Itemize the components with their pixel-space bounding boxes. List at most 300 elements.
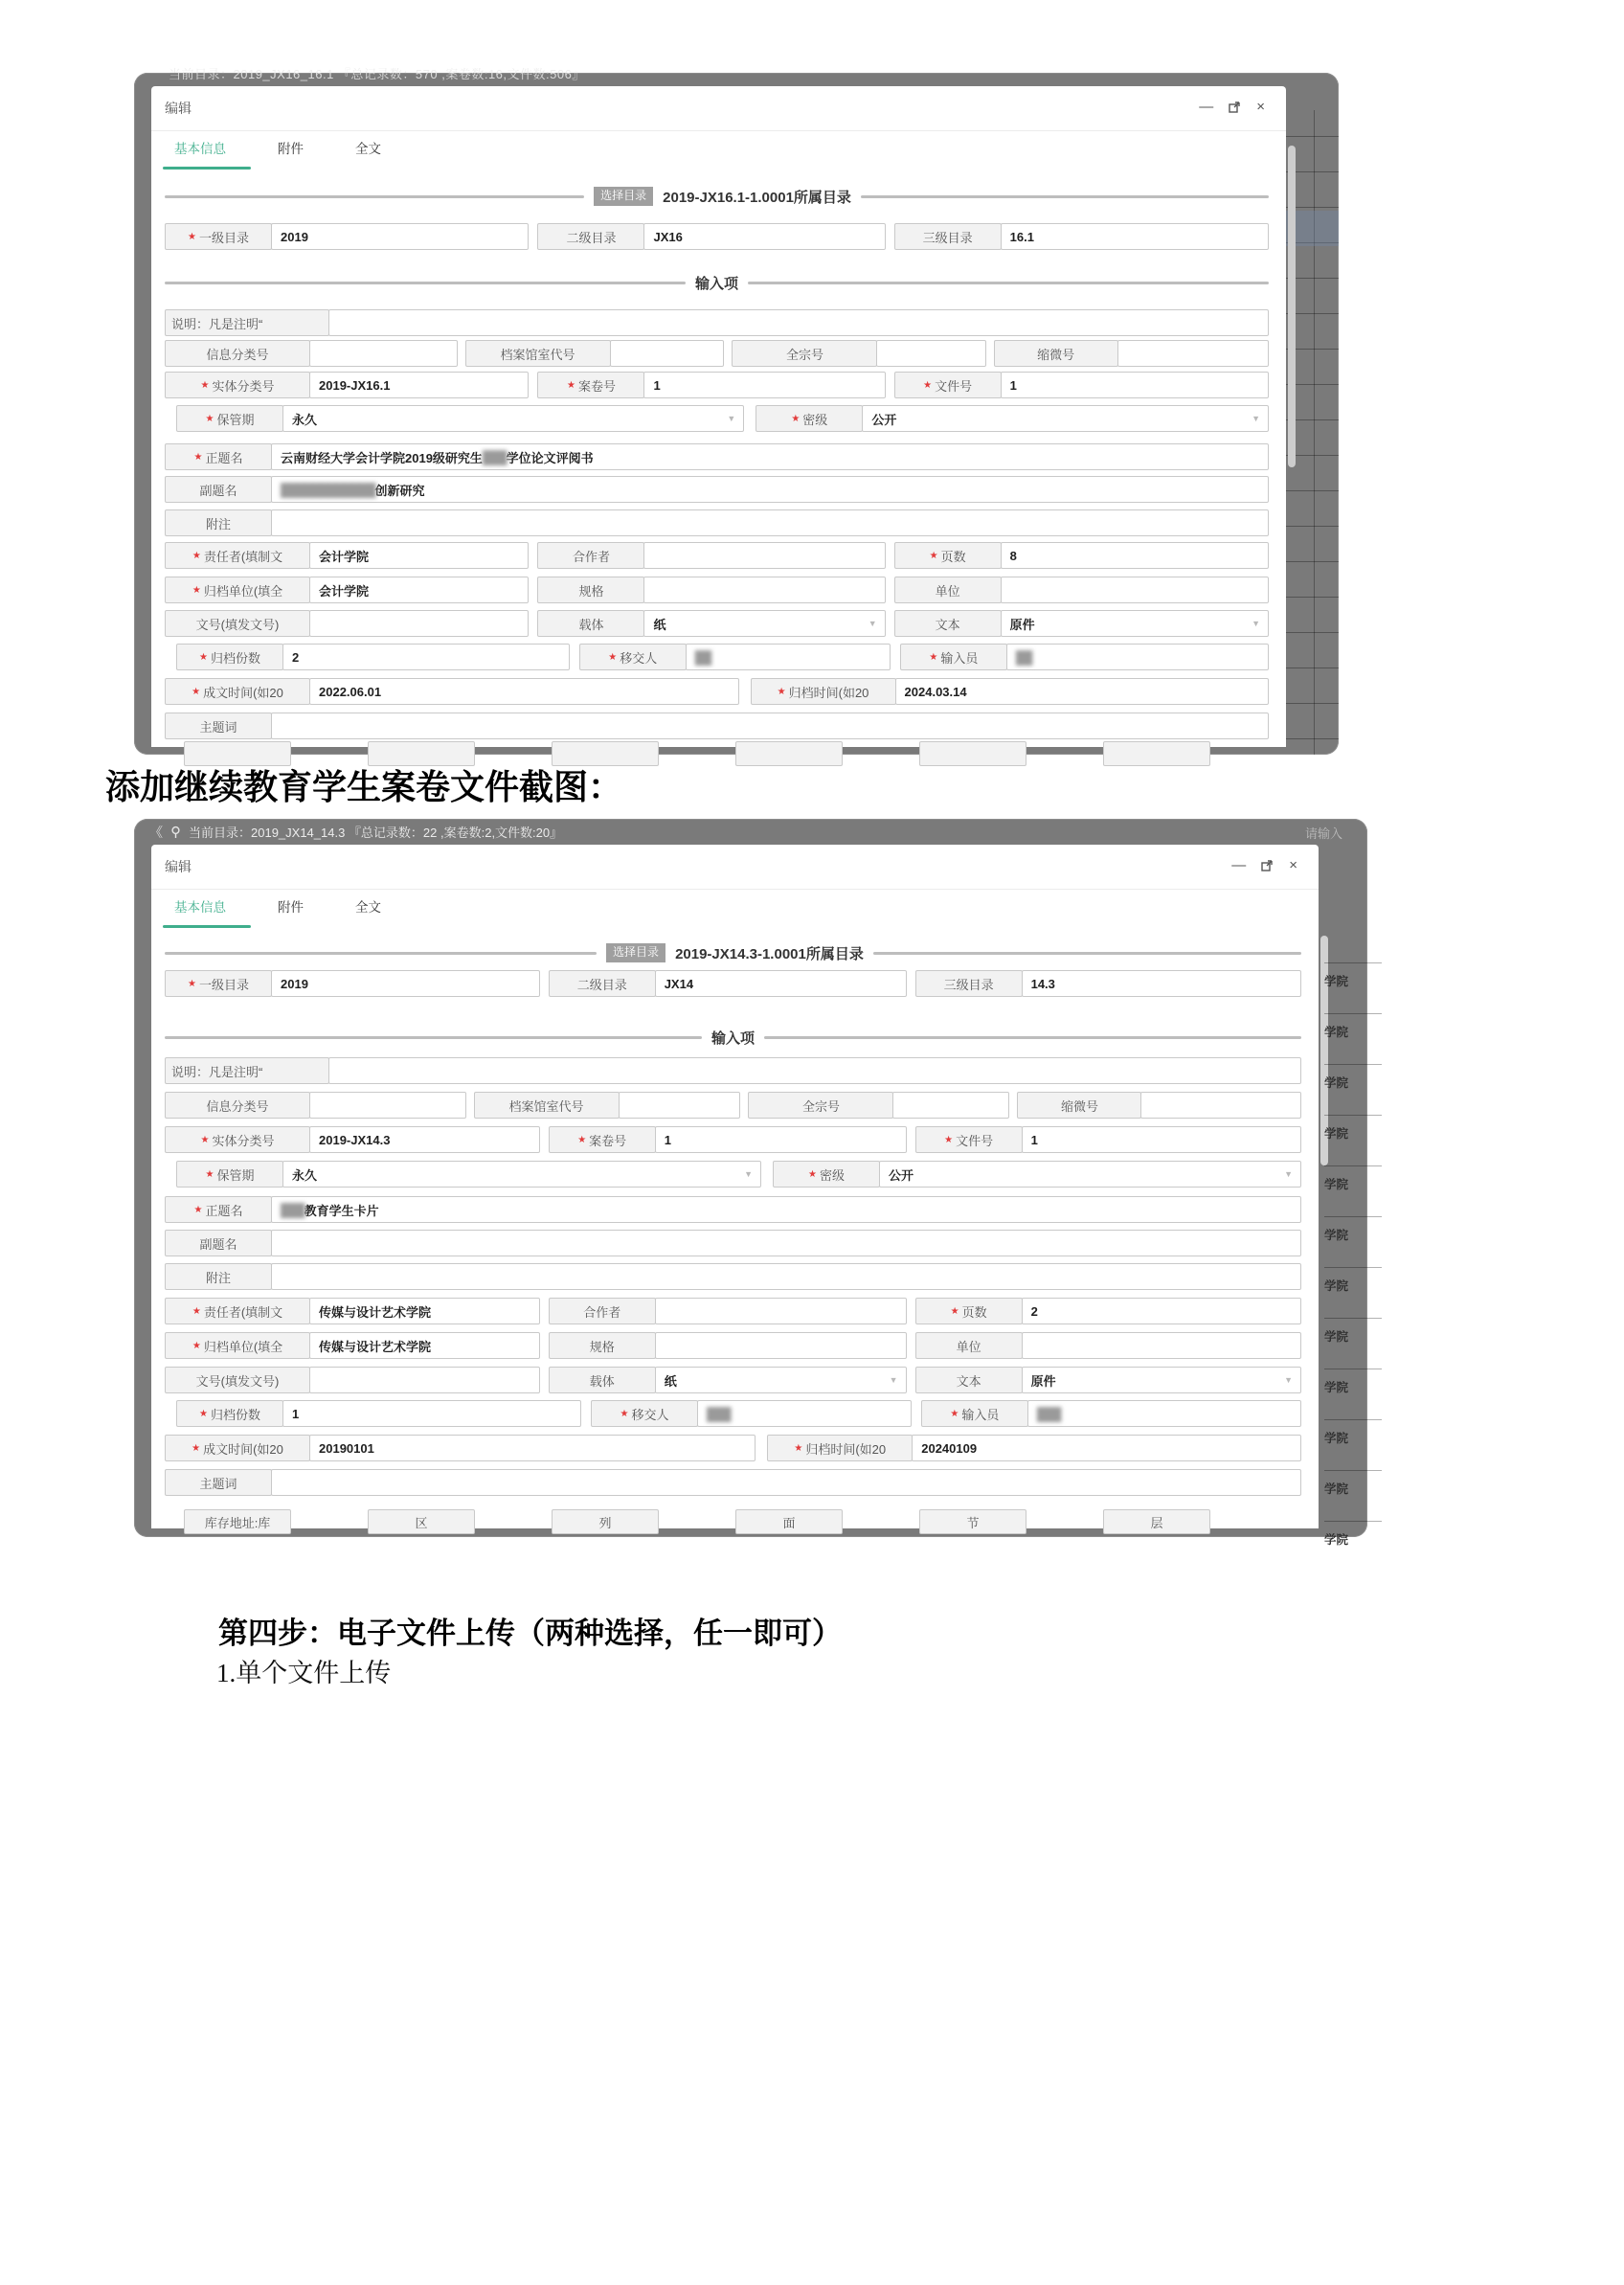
field-label: 主题词 <box>165 1469 272 1496</box>
field-label: ★ 保管期 <box>176 405 283 432</box>
doc-number-row <box>165 610 1269 637</box>
subtitle-input[interactable]: ████████████ 创新研究 <box>271 476 1269 503</box>
tab-attachments[interactable]: 附件 <box>278 142 304 156</box>
field-label: ★ 案卷号 <box>537 372 644 398</box>
table-grid-line <box>1314 110 1315 755</box>
doc-number-input[interactable] <box>309 610 529 637</box>
level2-directory-input[interactable]: JX14 <box>655 970 907 997</box>
created-date-input[interactable]: 2022.06.01 <box>309 678 739 705</box>
field-created-date <box>165 678 739 705</box>
required-star-icon: ★ <box>566 379 575 391</box>
field-main-title <box>165 1196 1301 1223</box>
required-star-icon: ★ <box>608 651 618 663</box>
level1-directory-input[interactable]: 2019 <box>271 223 529 250</box>
required-star-icon: ★ <box>192 550 201 561</box>
storage-warehouse-label: 库存地址:库 <box>184 1509 291 1534</box>
background-cell: 学院 <box>1324 1013 1382 1040</box>
required-star-icon: ★ <box>620 1408 629 1419</box>
archived-date-input[interactable]: 2024.03.14 <box>895 678 1269 705</box>
caption-heading: 添加继续教育学生案卷文件截图： <box>105 768 623 806</box>
required-star-icon: ★ <box>193 451 203 463</box>
responsible-party-input[interactable]: 传媒与设计艺术学院 <box>309 1298 540 1324</box>
required-star-icon: ★ <box>923 379 933 391</box>
background-cell: 学院 <box>1324 1521 1382 1548</box>
edit-dialog <box>151 86 1286 747</box>
tab-basic-info[interactable]: 基本信息 <box>174 900 226 915</box>
field-label: ★ 责任者(填制文 <box>165 1298 310 1324</box>
directory-section-title: 2019-JX16.1-1.0001所属目录 <box>663 189 851 206</box>
required-star-icon: ★ <box>944 1134 954 1145</box>
required-star-icon: ★ <box>192 1340 201 1351</box>
volume-number-input[interactable]: 1 <box>643 372 885 398</box>
field-label: 全宗号 <box>732 340 877 367</box>
maximize-icon[interactable] <box>1261 859 1274 871</box>
specification-input[interactable] <box>655 1332 907 1359</box>
level3-directory-input[interactable]: 14.3 <box>1022 970 1301 997</box>
field-level1-directory <box>165 223 529 250</box>
keywords-row <box>165 1469 1301 1496</box>
volume-number-input[interactable]: 1 <box>655 1126 907 1153</box>
required-star-icon: ★ <box>192 584 201 596</box>
field-label: 缩微号 <box>994 340 1118 367</box>
field-label: 载体 <box>549 1367 656 1393</box>
text-form-select[interactable]: 原件 ▼ <box>1022 1367 1301 1393</box>
microfilm-number-input[interactable] <box>1140 1092 1301 1119</box>
field-inputter <box>921 1400 1301 1427</box>
current-directory-status: 当前目录：2019_JX14_14.3 『总记录数：22 ,案卷数:2,文件数:20』 <box>189 826 563 840</box>
field-label: 主题词 <box>165 713 272 739</box>
field-fonds-number <box>748 1092 1009 1119</box>
copies-row <box>165 644 1269 670</box>
background-cell: 学院 <box>1324 1064 1382 1091</box>
field-archive-copies <box>176 1400 581 1427</box>
field-label: 档案馆室代号 <box>465 340 611 367</box>
collaborator-input[interactable] <box>643 542 885 569</box>
field-inputter <box>900 644 1269 670</box>
fonds-number-input[interactable] <box>892 1092 1009 1119</box>
collaborator-input[interactable] <box>655 1298 907 1324</box>
field-label: 信息分类号 <box>165 1092 310 1119</box>
subtitle-input[interactable] <box>271 1230 1301 1256</box>
redacted-text: ███ <box>707 1406 731 1421</box>
titlebar-separator <box>151 889 1319 890</box>
redacted-text: ████████████ <box>281 482 375 497</box>
page-count-input[interactable]: 2 <box>1022 1298 1301 1324</box>
doc-number-input[interactable] <box>309 1367 540 1393</box>
clipped-field-label <box>1103 741 1210 766</box>
classification-row <box>165 340 1269 367</box>
search-placeholder-text: 请输入 <box>1304 826 1342 841</box>
note-strip-input[interactable] <box>328 309 1269 336</box>
required-star-icon: ★ <box>200 1134 210 1145</box>
screenshot-archive-edit-dialog-1 <box>134 67 1339 755</box>
dimmed-background-table <box>1286 102 1339 755</box>
info-class-input[interactable] <box>309 1092 466 1119</box>
field-label: 合作者 <box>549 1298 656 1324</box>
field-label: ★ 文件号 <box>915 1126 1023 1153</box>
step-list-item: 1.单个文件上传 <box>216 1659 392 1687</box>
storage-column-label: 列 <box>552 1509 659 1534</box>
chevron-down-icon: ▼ <box>1284 1169 1293 1179</box>
field-label: 全宗号 <box>748 1092 893 1119</box>
field-label: 单位 <box>915 1332 1023 1359</box>
main-title-input[interactable]: ███ 教育学生卡片 <box>271 1196 1301 1223</box>
field-note <box>165 509 1269 536</box>
field-label: ★ 归档时间(如20 <box>751 678 896 705</box>
window-controls <box>1199 100 1265 114</box>
select-directory-button[interactable]: 选择目录 <box>594 187 653 206</box>
field-page-count <box>915 1298 1301 1324</box>
input-section-title: 输入项 <box>695 275 739 292</box>
field-doc-number <box>165 1367 540 1393</box>
background-cell: 学院 <box>1324 1318 1382 1345</box>
field-text-form <box>894 610 1269 637</box>
background-cell: 学院 <box>1324 1470 1382 1497</box>
page-count-input[interactable]: 8 <box>1001 542 1269 569</box>
required-star-icon: ★ <box>950 1408 959 1419</box>
responsible-party-input[interactable]: 会计学院 <box>309 542 529 569</box>
chevron-down-icon: ▼ <box>744 1169 753 1179</box>
entity-class-row <box>165 1126 1301 1153</box>
dates-row <box>165 678 1269 705</box>
storage-location-row <box>165 1509 1301 1536</box>
archive-unit-row <box>165 577 1269 603</box>
retention-row <box>165 1161 1301 1188</box>
field-carrier <box>537 610 885 637</box>
field-note-strip <box>165 1057 1301 1084</box>
field-label: ★ 密级 <box>756 405 863 432</box>
location-pin-icon <box>170 826 181 839</box>
app-topbar-clipped <box>134 67 1339 86</box>
field-label: ★ 输入员 <box>921 1400 1028 1427</box>
redacted-text: ███ <box>482 449 507 464</box>
field-file-number <box>894 372 1269 398</box>
unit-input[interactable] <box>1022 1332 1301 1359</box>
field-subtitle <box>165 476 1269 503</box>
field-archive-unit <box>165 577 529 603</box>
field-archive-copies <box>176 644 570 670</box>
archive-copies-input[interactable]: 2 <box>282 644 570 670</box>
field-text-form <box>915 1367 1301 1393</box>
archive-room-code-input[interactable] <box>610 340 725 367</box>
tab-attachments[interactable]: 附件 <box>278 900 304 915</box>
field-label: 三级目录 <box>894 223 1002 250</box>
created-date-input[interactable]: 20190101 <box>309 1435 756 1461</box>
required-star-icon: ★ <box>929 651 938 663</box>
required-star-icon: ★ <box>200 379 210 391</box>
redacted-text: ██ <box>1015 649 1032 665</box>
dimmed-background-table <box>1319 845 1367 1547</box>
field-label: 缩微号 <box>1017 1092 1141 1119</box>
transferor-input[interactable] <box>686 644 891 670</box>
dialog-tabs <box>165 896 391 916</box>
clipped-field-label <box>919 741 1026 766</box>
field-archive-room-code <box>474 1092 741 1119</box>
level1-directory-input[interactable]: 2019 <box>271 970 540 997</box>
close-icon[interactable]: × <box>1289 857 1297 873</box>
field-transferor <box>591 1400 912 1427</box>
storage-zone-label: 区 <box>368 1509 475 1534</box>
field-label: ★ 一级目录 <box>165 970 272 997</box>
input-section-divider <box>165 1027 1301 1048</box>
required-star-icon: ★ <box>929 550 938 561</box>
field-file-number <box>915 1126 1301 1153</box>
required-star-icon: ★ <box>193 1204 203 1215</box>
field-entity-class <box>165 1126 540 1153</box>
field-level3-directory <box>894 223 1269 250</box>
background-cell: 学院 <box>1324 1216 1382 1243</box>
field-archived-date <box>751 678 1269 705</box>
active-tab-underline <box>163 925 251 928</box>
field-label: 规格 <box>549 1332 656 1359</box>
field-label: ★ 输入员 <box>900 644 1007 670</box>
field-microfilm-number <box>1017 1092 1301 1119</box>
field-retention-period <box>176 1161 761 1188</box>
field-label: ★ 一级目录 <box>165 223 272 250</box>
field-label: 信息分类号 <box>165 340 310 367</box>
dialog-tabs <box>165 138 391 157</box>
text-form-select[interactable]: 原件 ▼ <box>1001 610 1269 637</box>
subtitle-row <box>165 1230 1301 1256</box>
dialog-title: 编辑 <box>165 859 192 874</box>
dates-row <box>165 1435 1301 1461</box>
directory-section-divider <box>165 942 1301 963</box>
app-topbar <box>134 819 1367 845</box>
specification-input[interactable] <box>643 577 885 603</box>
field-label: 附注 <box>165 509 272 536</box>
archive-unit-input[interactable]: 会计学院 <box>309 577 529 603</box>
field-label: ★ 文件号 <box>894 372 1002 398</box>
background-cell: 学院 <box>1324 1419 1382 1446</box>
edit-dialog <box>151 845 1319 1528</box>
keywords-input[interactable] <box>271 713 1269 739</box>
field-responsible-party <box>165 1298 540 1324</box>
field-archive-room-code <box>465 340 725 367</box>
field-label: ★ 成文时间(如20 <box>165 678 310 705</box>
field-label: ★ 责任者(填制文 <box>165 542 310 569</box>
main-title-row <box>165 443 1269 470</box>
directory-section-divider <box>165 186 1269 207</box>
field-unit <box>894 577 1269 603</box>
tab-basic-info[interactable]: 基本信息 <box>174 142 226 156</box>
field-archived-date <box>767 1435 1301 1461</box>
required-star-icon: ★ <box>791 413 801 424</box>
background-cell: 学院 <box>1324 1165 1382 1192</box>
field-doc-number <box>165 610 529 637</box>
note-row <box>165 509 1269 536</box>
level3-directory-input[interactable]: 16.1 <box>1001 223 1269 250</box>
chevron-down-icon: ▼ <box>889 1375 898 1385</box>
archive-unit-input[interactable]: 传媒与设计艺术学院 <box>309 1332 540 1359</box>
field-volume-number <box>549 1126 907 1153</box>
field-label: 文号(填发文号) <box>165 1367 310 1393</box>
note-row <box>165 1263 1301 1290</box>
note-input[interactable] <box>271 509 1269 536</box>
required-star-icon: ★ <box>192 686 201 697</box>
chevron-down-icon: ▼ <box>1284 1375 1293 1385</box>
unit-input[interactable] <box>1001 577 1269 603</box>
required-star-icon: ★ <box>199 651 208 663</box>
storage-layer-label: 层 <box>1103 1509 1210 1534</box>
inputter-input[interactable] <box>1006 644 1269 670</box>
note-strip-row <box>165 1057 1301 1084</box>
keywords-row <box>165 713 1269 739</box>
field-level1-directory <box>165 970 540 997</box>
entity-class-input[interactable]: 2019-JX16.1 <box>309 372 529 398</box>
dialog-title: 编辑 <box>165 101 192 116</box>
required-star-icon: ★ <box>192 1442 201 1454</box>
required-star-icon: ★ <box>777 686 786 697</box>
archive-unit-row <box>165 1332 1301 1359</box>
field-label: ★ 实体分类号 <box>165 372 310 398</box>
collapse-sidebar-icon[interactable]: 《 <box>149 824 163 840</box>
microfilm-number-input[interactable] <box>1117 340 1269 367</box>
field-volume-number <box>537 372 885 398</box>
field-specification <box>549 1332 907 1359</box>
carrier-select[interactable]: 纸 ▼ <box>643 610 885 637</box>
field-page-count <box>894 542 1269 569</box>
titlebar-separator <box>151 130 1286 131</box>
classification-row <box>165 1092 1301 1119</box>
field-carrier <box>549 1367 907 1393</box>
field-subtitle <box>165 1230 1301 1256</box>
required-star-icon: ★ <box>205 413 214 424</box>
main-title-input[interactable]: 云南财经大学会计学院2019级研究生 ███ 学位论文评阅书 <box>271 443 1269 470</box>
field-label: 三级目录 <box>915 970 1023 997</box>
minimize-icon[interactable]: — <box>1199 99 1214 115</box>
entity-class-row <box>165 372 1269 398</box>
background-cell: 学院 <box>1324 1115 1382 1142</box>
field-label: 单位 <box>894 577 1002 603</box>
chevron-down-icon: ▼ <box>868 619 877 628</box>
field-level2-directory <box>549 970 907 997</box>
field-label: ★ 移交人 <box>591 1400 698 1427</box>
active-tab-underline <box>163 167 251 170</box>
field-unit <box>915 1332 1301 1359</box>
clipped-field-label <box>735 741 843 766</box>
field-label: ★ 正题名 <box>165 1196 272 1223</box>
required-star-icon: ★ <box>808 1168 817 1180</box>
background-cell: 学院 <box>1324 1369 1382 1395</box>
note-strip-row <box>165 309 1269 336</box>
directory-row <box>165 970 1301 997</box>
file-number-input[interactable]: 1 <box>1001 372 1269 398</box>
doc-number-row <box>165 1367 1301 1393</box>
field-label: 附注 <box>165 1263 272 1290</box>
field-level3-directory <box>915 970 1301 997</box>
field-label: ★ 页数 <box>915 1298 1023 1324</box>
redacted-text: ███ <box>1036 1406 1061 1421</box>
field-label: 合作者 <box>537 542 644 569</box>
field-label: ★ 实体分类号 <box>165 1126 310 1153</box>
field-fonds-number <box>732 340 985 367</box>
input-section-title: 输入项 <box>711 1029 756 1047</box>
redacted-text: ██ <box>694 649 711 665</box>
carrier-select[interactable]: 纸 ▼ <box>655 1367 907 1393</box>
inputter-input[interactable] <box>1027 1400 1301 1427</box>
archived-date-input[interactable]: 20240109 <box>912 1435 1301 1461</box>
note-strip-input[interactable] <box>328 1057 1301 1084</box>
field-label: 规格 <box>537 577 644 603</box>
field-label: 说明：凡是注明“ <box>165 309 329 336</box>
level2-directory-input[interactable]: JX16 <box>643 223 885 250</box>
field-info-class <box>165 1092 466 1119</box>
required-star-icon: ★ <box>199 1408 208 1419</box>
storage-section-label: 节 <box>919 1509 1026 1534</box>
field-label: ★ 归档时间(如20 <box>767 1435 913 1461</box>
info-class-input[interactable] <box>309 340 458 367</box>
chevron-down-icon: ▼ <box>1252 414 1260 423</box>
step-heading: 第四步：电子文件上传（两种选择，任一即可） <box>218 1617 842 1650</box>
field-label: 副题名 <box>165 1230 272 1256</box>
field-label: 文本 <box>915 1367 1023 1393</box>
main-title-row <box>165 1196 1301 1223</box>
retention-period-select[interactable]: 永久 ▼ <box>282 1161 761 1188</box>
minimize-icon[interactable]: — <box>1231 857 1247 873</box>
field-archive-unit <box>165 1332 540 1359</box>
directory-section-title: 2019-JX14.3-1.0001所属目录 <box>675 945 864 962</box>
field-transferor <box>579 644 891 670</box>
window-controls <box>1231 858 1297 872</box>
retention-period-select[interactable]: 永久 ▼ <box>282 405 744 432</box>
field-main-title <box>165 443 1269 470</box>
field-collaborator <box>537 542 885 569</box>
tab-fulltext[interactable]: 全文 <box>355 142 381 156</box>
transferor-input[interactable] <box>697 1400 912 1427</box>
tab-fulltext[interactable]: 全文 <box>355 900 381 915</box>
background-cell: 学院 <box>1324 1267 1382 1294</box>
field-label: 二级目录 <box>549 970 656 997</box>
field-label: ★ 密级 <box>773 1161 880 1188</box>
field-label: ★ 页数 <box>894 542 1002 569</box>
keywords-input[interactable] <box>271 1469 1301 1496</box>
secrecy-level-select[interactable]: 公开 ▼ <box>862 405 1269 432</box>
required-star-icon: ★ <box>188 231 196 242</box>
screenshot-archive-edit-dialog-2 <box>134 819 1367 1547</box>
field-responsible-party <box>165 542 529 569</box>
close-icon[interactable]: × <box>1256 99 1265 115</box>
vertical-scrollbar[interactable] <box>1288 146 1296 467</box>
required-star-icon: ★ <box>577 1134 587 1145</box>
redacted-text: ███ <box>281 1202 304 1217</box>
entity-class-input[interactable]: 2019-JX14.3 <box>309 1126 540 1153</box>
required-star-icon: ★ <box>188 978 196 989</box>
note-input[interactable] <box>271 1263 1301 1290</box>
retention-row <box>165 405 1269 432</box>
field-label: ★ 归档份数 <box>176 1400 283 1427</box>
field-label: ★ 成文时间(如20 <box>165 1435 310 1461</box>
field-created-date <box>165 1435 756 1461</box>
field-microfilm-number <box>994 340 1269 367</box>
select-directory-button[interactable]: 选择目录 <box>606 943 665 962</box>
field-label: 二级目录 <box>537 223 644 250</box>
field-keywords <box>165 713 1269 739</box>
field-label: 文号(填发文号) <box>165 610 310 637</box>
chevron-down-icon: ▼ <box>1252 619 1260 628</box>
field-secrecy-level <box>756 405 1269 432</box>
field-label: ★ 案卷号 <box>549 1126 656 1153</box>
background-cell: 学院 <box>1324 962 1382 989</box>
secrecy-level-select[interactable]: 公开 ▼ <box>879 1161 1301 1188</box>
file-number-input[interactable]: 1 <box>1022 1126 1301 1153</box>
archive-copies-input[interactable]: 1 <box>282 1400 581 1427</box>
maximize-icon[interactable] <box>1229 101 1241 113</box>
archive-room-code-input[interactable] <box>619 1092 741 1119</box>
chevron-down-icon: ▼ <box>727 414 736 423</box>
fonds-number-input[interactable] <box>876 340 985 367</box>
field-retention-period <box>176 405 744 432</box>
subtitle-row <box>165 476 1269 503</box>
